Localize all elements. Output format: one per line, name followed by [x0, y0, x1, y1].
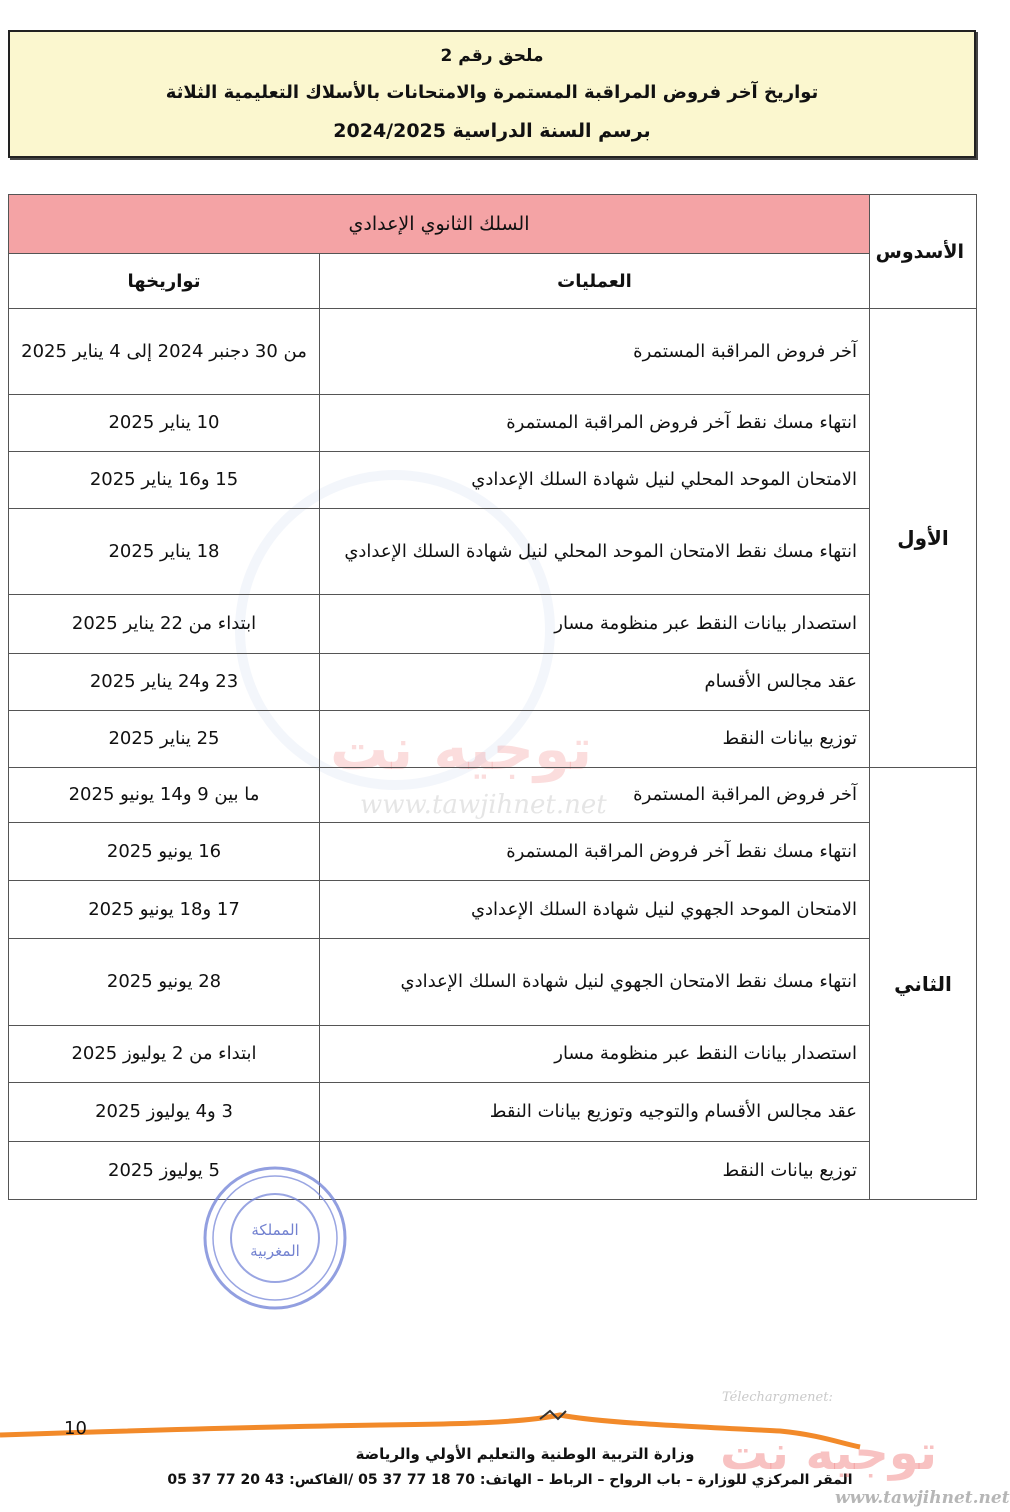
- date-cell: 18 يناير 2025: [9, 509, 320, 595]
- watermark-url: www.tawjihnet.net: [360, 790, 607, 820]
- operations-column-header: العمليات: [320, 254, 870, 309]
- operation-cell: انتهاء مسك نقط آخر فروض المراقبة المستمرة: [320, 823, 870, 881]
- date-cell: 17 و18 يونيو 2025: [9, 881, 320, 939]
- table-row: [9, 452, 977, 509]
- operation-cell: الامتحان الموحد المحلي لنيل شهادة السلك الإعدادي: [320, 452, 870, 509]
- ministry-name: وزارة التربية الوطنية والتعليم الأولي والرياضة: [355, 1445, 695, 1463]
- document-header: [8, 30, 976, 158]
- date-cell: 25 يناير 2025: [9, 711, 320, 768]
- date-cell: من 30 دجنبر 2024 إلى 4 يناير 2025: [9, 309, 320, 395]
- semester-column-header: الأسدوس: [870, 195, 977, 309]
- dates-column-header: تواريخها: [9, 254, 320, 309]
- date-cell: 5 يوليوز 2025: [9, 1142, 320, 1200]
- table-row: [9, 1083, 977, 1142]
- school-year-title: برسم السنة الدراسية 2024/2025: [333, 120, 651, 142]
- semester-first-cell: الأول: [870, 309, 977, 768]
- date-cell: ابتداء من 2 يوليوز 2025: [9, 1026, 320, 1083]
- table-row: [9, 509, 977, 595]
- operation-cell: آخر فروض المراقبة المستمرة: [320, 768, 870, 823]
- table-row: [9, 654, 977, 711]
- ministry-seal-icon: [200, 1163, 350, 1313]
- table-row: [9, 1142, 977, 1200]
- operation-cell: استصدار بيانات النقط عبر منظومة مسار: [320, 1026, 870, 1083]
- table-row: [9, 711, 977, 768]
- operation-cell: انتهاء مسك نقط آخر فروض المراقبة المستمرة: [320, 395, 870, 452]
- watermark-brand: توجيه نت: [330, 715, 593, 783]
- table-row: [9, 768, 977, 823]
- cycle-header: السلك الثانوي الإعدادي: [9, 195, 870, 254]
- ministry-address: المقر المركزي للوزارة – باب الرواح – الرباط – الهاتف: 70 18 77 37 05 /الفاكس: 43 20 77 37 05: [167, 1472, 853, 1488]
- operation-cell: توزيع بيانات النقط: [320, 711, 870, 768]
- date-cell: 10 يناير 2025: [9, 395, 320, 452]
- operation-cell: استصدار بيانات النقط عبر منظومة مسار: [320, 595, 870, 654]
- table-row: [9, 881, 977, 939]
- date-cell: 23 و24 يناير 2025: [9, 654, 320, 711]
- table-row: [9, 395, 977, 452]
- operation-cell: انتهاء مسك نقط الامتحان الجهوي لنيل شهادة السلك الإعدادي: [320, 939, 870, 1026]
- operation-cell: الامتحان الموحد الجهوي لنيل شهادة السلك الإعدادي: [320, 881, 870, 939]
- operation-cell: آخر فروض المراقبة المستمرة: [320, 309, 870, 395]
- date-cell: 28 يونيو 2025: [9, 939, 320, 1026]
- operation-cell: عقد مجالس الأقسام والتوجيه وتوزيع بيانات النقط: [320, 1083, 870, 1142]
- download-note: Télechargmenet:: [722, 1390, 833, 1405]
- operation-cell: عقد مجالس الأقسام: [320, 654, 870, 711]
- date-cell: ما بين 9 و14 يونيو 2025: [9, 768, 320, 823]
- corner-brand: توجيه نت: [720, 1425, 937, 1481]
- corner-url: www.tawjihnet.net: [835, 1488, 1010, 1508]
- date-cell: 3 و4 يوليوز 2025: [9, 1083, 320, 1142]
- table-row: [9, 309, 977, 395]
- table-row: [9, 1026, 977, 1083]
- svg-text:المملكة: المملكة: [251, 1221, 299, 1239]
- date-cell: 15 و16 يناير 2025: [9, 452, 320, 509]
- subject-title: تواريخ آخر فروض المراقبة المستمرة والامتحانات بالأسلاك التعليمية الثلاثة: [165, 82, 819, 103]
- table-row: [9, 595, 977, 654]
- page-number: 10: [64, 1418, 87, 1439]
- schedule-table: [8, 194, 977, 1200]
- svg-text:المغربية: المغربية: [250, 1242, 300, 1260]
- annex-title: ملحق رقم 2: [440, 46, 544, 66]
- operation-cell: انتهاء مسك نقط الامتحان الموحد المحلي لنيل شهادة السلك الإعدادي: [320, 509, 870, 595]
- semester-second-cell: الثاني: [870, 768, 977, 1200]
- date-cell: ابتداء من 22 يناير 2025: [9, 595, 320, 654]
- table-row: [9, 939, 977, 1026]
- table-row: [9, 823, 977, 881]
- operation-cell: توزيع بيانات النقط: [320, 1142, 870, 1200]
- date-cell: 16 يونيو 2025: [9, 823, 320, 881]
